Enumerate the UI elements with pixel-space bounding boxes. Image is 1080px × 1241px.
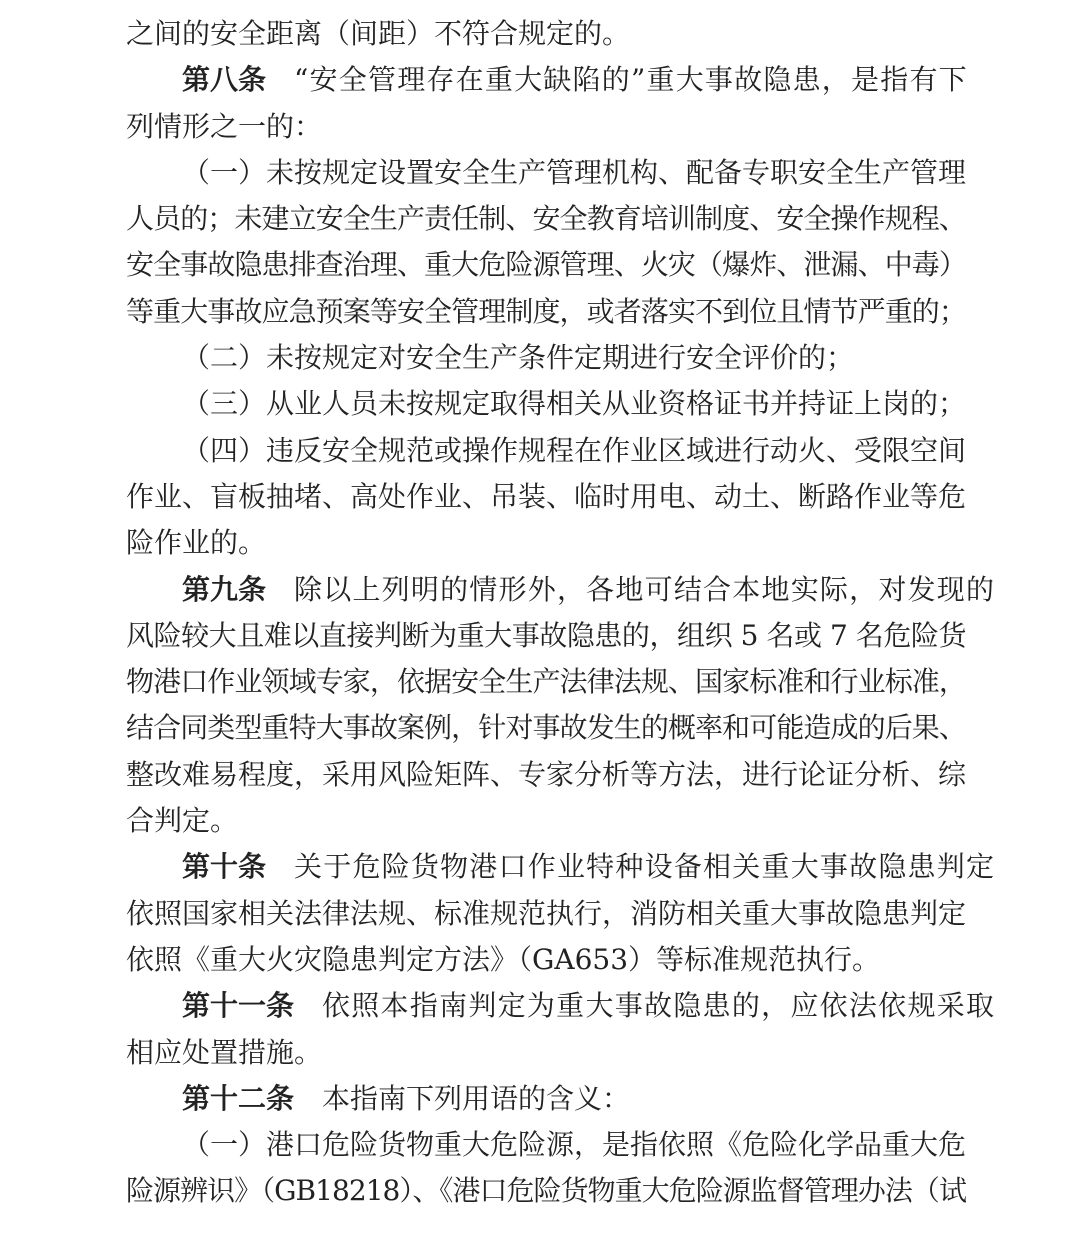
text-line — [126, 381, 966, 427]
text-line — [126, 57, 966, 103]
article-number: 第十一条 — [182, 989, 295, 1023]
line-text: 等重大事故应急预案等安全管理制度，或者落实不到位且情节严重的； — [126, 294, 966, 328]
text-line — [126, 1030, 966, 1076]
line-text: （一）港口危险货物重大危险源，是指依照《危险化学品重大危 — [182, 1128, 966, 1162]
line-text: 关于危险货物港口作业特种设备相关重大事故隐患判定 — [294, 850, 996, 884]
line-text: 结合同类型重特大事故案例，针对事故发生的概率和可能造成的后果、 — [126, 711, 966, 745]
line-text: 本指南下列用语的含义： — [322, 1081, 631, 1115]
article-number: 第十二条 — [182, 1081, 295, 1115]
text-line — [126, 196, 966, 242]
line-text: 作业、盲板抽堵、高处作业、吊装、临时用电、动土、断路作业等危 — [126, 479, 966, 513]
line-text: （三）从业人员未按规定取得相关从业资格证书并持证上岗的； — [182, 387, 966, 421]
document-body — [126, 11, 996, 1215]
line-text: 安全事故隐患排查治理、重大危险源管理、火灾（爆炸、泄漏、中毒） — [126, 248, 966, 282]
text-line — [126, 428, 966, 474]
line-text: 列情形之一的： — [126, 109, 323, 143]
line-text: 之间的安全距离（间距）不符合规定的。 — [126, 17, 631, 50]
line-text: （二）未按规定对安全生产条件定期进行安全评价的； — [182, 341, 855, 375]
line-text: （四）违反安全规范或操作规程在作业区域进行动火、受限空间 — [182, 433, 966, 467]
text-line — [126, 335, 966, 381]
text-line — [126, 659, 966, 705]
line-text: 依照《重大火灾隐患判定方法》（GA653）等标准规范执行。 — [126, 942, 881, 976]
line-text: （一）未按规定设置安全生产管理机构、配备专职安全生产管理 — [182, 155, 966, 189]
text-line — [126, 104, 966, 150]
line-text: 风险较大且难以直接判断为重大事故隐患的，组织 5 名或 7 名危险货 — [126, 618, 966, 652]
line-text: 除以上列明的情形外，各地可结合本地实际，对发现的 — [294, 572, 996, 606]
text-line — [126, 11, 966, 57]
line-text: 险作业的。 — [126, 526, 267, 560]
line-text: 依照国家相关法律法规、标准规范执行，消防相关重大事故隐患判定 — [126, 896, 966, 930]
text-line — [126, 844, 996, 890]
text-line — [126, 1168, 966, 1214]
article-number: 第十条 — [182, 850, 267, 884]
text-line — [126, 474, 966, 520]
line-text: 依照本指南判定为重大事故隐患的，应依法依规采取 — [322, 989, 996, 1023]
text-line — [126, 242, 966, 288]
text-line — [126, 798, 966, 844]
line-text: 人员的；未建立安全生产责任制、安全教育培训制度、安全操作规程、 — [126, 202, 966, 236]
article-number: 第九条 — [182, 572, 267, 606]
line-text: 整改难易程度，采用风险矩阵、专家分析等方法，进行论证分析、综 — [126, 757, 966, 791]
line-text: 合判定。 — [126, 804, 239, 838]
text-line — [126, 520, 966, 566]
text-line — [126, 705, 966, 751]
text-line — [126, 937, 966, 983]
text-line — [126, 1122, 966, 1168]
line-text: “安全管理存在重大缺陷的”重大事故隐患，是指有下 — [294, 63, 968, 97]
line-text: 物港口作业领域专家，依据安全生产法律法规、国家标准和行业标准， — [126, 665, 966, 699]
line-text: 险源辨识》（GB18218）、《港口危险货物重大危险源监督管理办法（试 — [126, 1174, 966, 1208]
text-line — [126, 613, 966, 659]
text-line — [126, 289, 966, 335]
article-number: 第八条 — [182, 63, 267, 97]
text-line — [126, 1076, 966, 1122]
text-line — [126, 891, 966, 937]
text-line — [126, 150, 966, 196]
line-text: 相应处置措施。 — [126, 1035, 323, 1069]
text-line — [126, 567, 996, 613]
text-line — [126, 752, 966, 798]
text-line — [126, 983, 996, 1029]
